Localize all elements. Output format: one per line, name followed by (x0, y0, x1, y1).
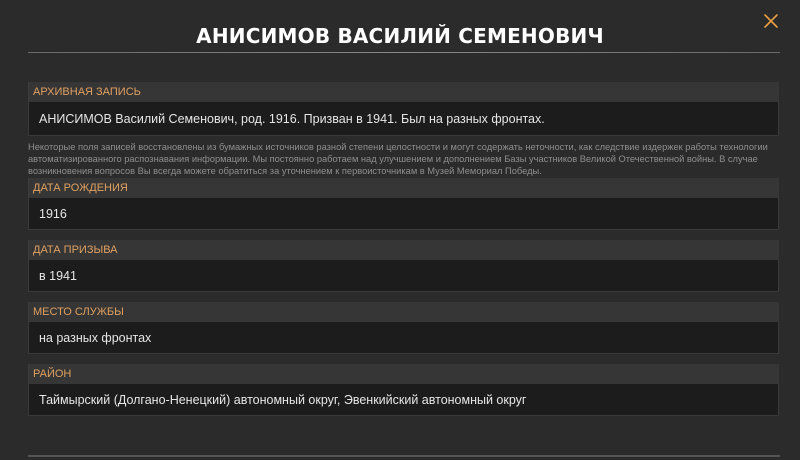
service-place-label: МЕСТО СЛУЖБЫ (28, 302, 779, 322)
conscription-date-value: в 1941 (28, 260, 779, 292)
district-value: Таймырский (Долгано-Ненецкий) автономный округ, Эвенкийский автономный округ (28, 384, 779, 416)
district-field (28, 364, 779, 416)
birth-date-label: ДАТА РОЖДЕНИЯ (28, 178, 779, 198)
conscription-date-label: ДАТА ПРИЗЫВА (28, 240, 779, 260)
conscription-date-field (28, 240, 779, 292)
page-title: АНИСИМОВ ВАСИЛИЙ СЕМЕНОВИЧ (196, 24, 604, 48)
district-label: РАЙОН (28, 364, 779, 384)
bottom-divider (28, 455, 780, 457)
birth-date-value: 1916 (28, 198, 779, 230)
archive-record-section (28, 82, 779, 136)
birth-date-field (28, 178, 779, 230)
service-place-field (28, 302, 779, 354)
record-content (28, 82, 779, 426)
archive-record-label: АРХИВНАЯ ЗАПИСЬ (28, 82, 779, 102)
service-place-value: на разных фронтах (28, 322, 779, 354)
archive-record-text: АНИСИМОВ Василий Семенович, род. 1916. Призван в 1941. Был на разных фронтах. (28, 102, 779, 136)
title-divider (28, 52, 780, 53)
data-accuracy-notice: Некоторые поля записей восстановлены из бумажных источников разной степени целостности и могут содержать неточности, как следствие издержек работы технологии автоматизированного распознавания информации. Мы постоянно работаем над улучшением и дополнением Базы участников Великой Отечественной войны. В случае возникновения вопросов Вы всегда можете обратиться за уточнением к первоисточникам в Музей Мемориал Победы. (28, 142, 768, 176)
